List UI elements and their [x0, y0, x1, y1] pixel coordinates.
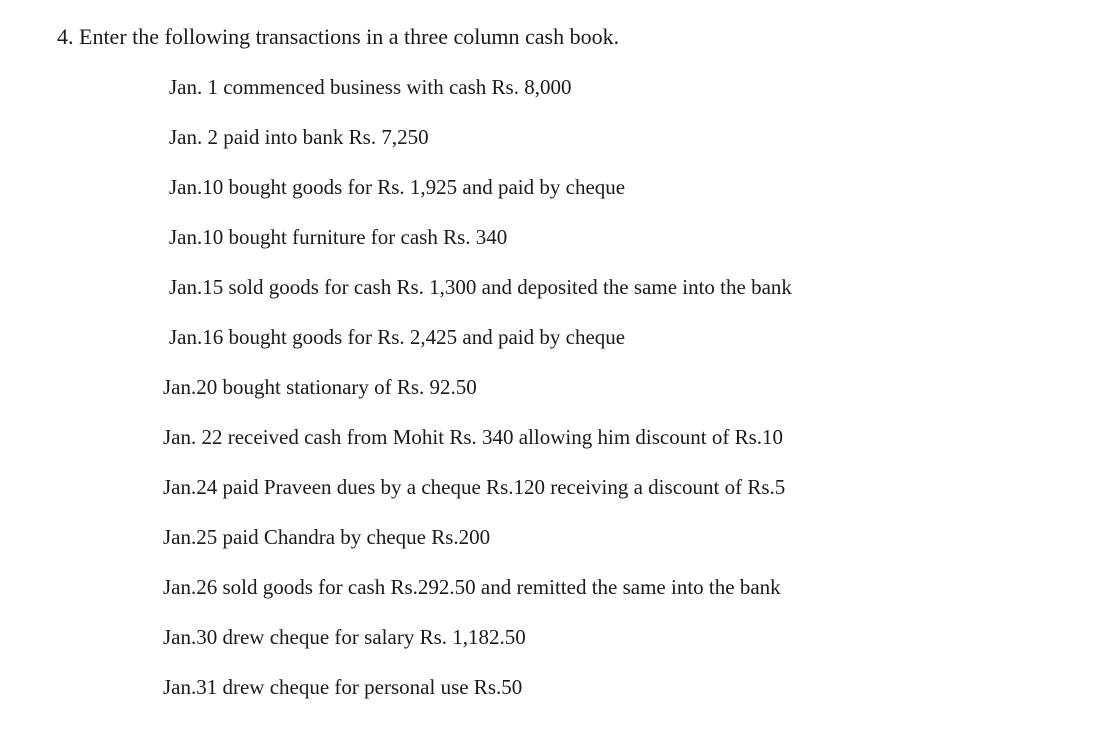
- transaction-item: Jan.31 drew cheque for personal use Rs.50: [163, 675, 523, 699]
- transaction-item: Jan.16 bought goods for Rs. 2,425 and paid by cheque: [169, 325, 626, 349]
- transaction-item: Jan.26 sold goods for cash Rs.292.50 and remitted the same into the bank: [163, 575, 781, 599]
- transaction-item: Jan.25 paid Chandra by cheque Rs.200: [163, 525, 491, 549]
- question-heading: 4. Enter the following transactions in a three column cash book.: [57, 24, 620, 49]
- transaction-item: Jan. 22 received cash from Mohit Rs. 340 allowing him discount of Rs.10: [163, 425, 784, 449]
- transaction-item: Jan.20 bought stationary of Rs. 92.50: [163, 375, 477, 399]
- transaction-item: Jan.10 bought furniture for cash Rs. 340: [169, 225, 508, 249]
- transaction-item: Jan. 2 paid into bank Rs. 7,250: [169, 125, 429, 149]
- transaction-item: Jan.30 drew cheque for salary Rs. 1,182.50: [163, 625, 526, 649]
- transaction-item: Jan. 1 commenced business with cash Rs. 8,000: [169, 75, 572, 99]
- transaction-item: Jan.15 sold goods for cash Rs. 1,300 and deposited the same into the bank: [169, 275, 792, 299]
- transaction-item: Jan.10 bought goods for Rs. 1,925 and paid by cheque: [169, 175, 626, 199]
- transaction-item: Jan.24 paid Praveen dues by a cheque Rs.120 receiving a discount of Rs.5: [163, 475, 786, 499]
